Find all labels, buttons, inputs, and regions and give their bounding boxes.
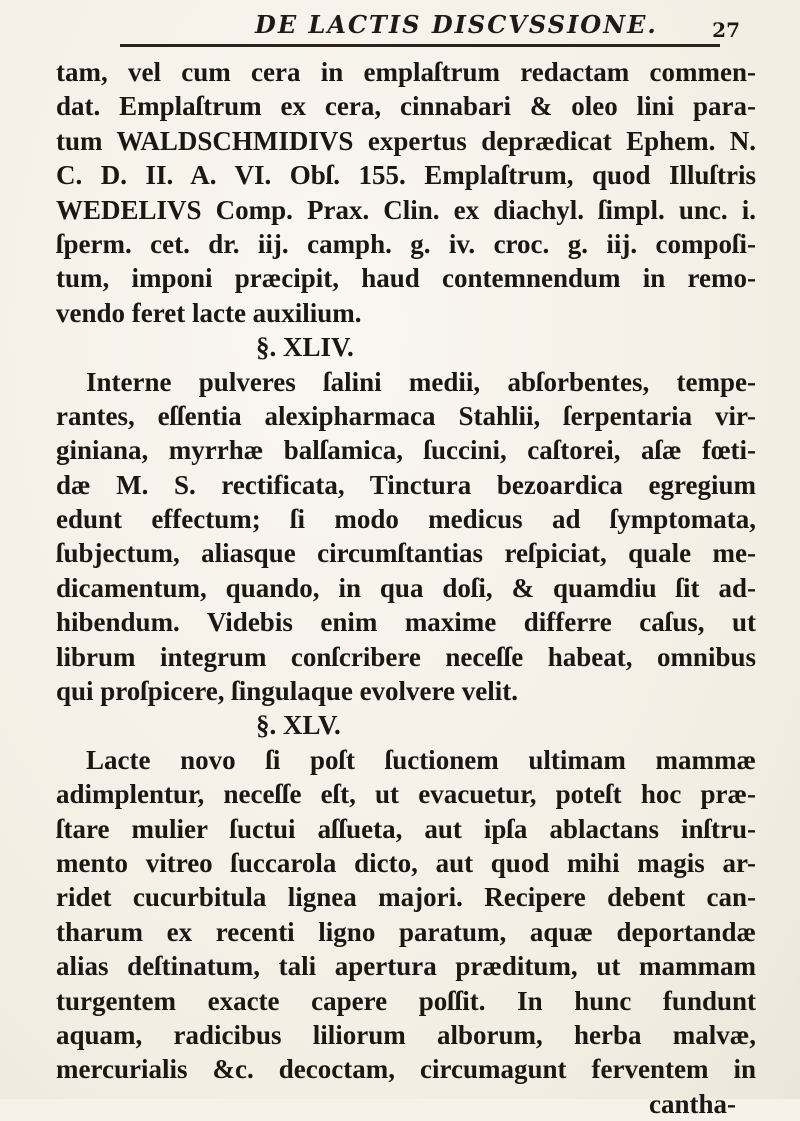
text-line: giniana, myrrhæ balſamica, ſuccini, caſtorei, aſæ fœti- (56, 435, 756, 466)
text-line: turgentem exacte capere poſſit. In hunc fundunt (56, 985, 756, 1016)
text-line: dat. Emplaſtrum ex cera, cinnabari & oleo lini para- (56, 91, 756, 122)
text-line: tam, vel cum cera in emplaſtrum redactam commen- (56, 57, 756, 87)
text-line: aquam, radicibus liliorum alborum, herba malvæ, (56, 1019, 756, 1050)
text-line: edunt effectum; ſi modo medicus ad ſymptomata, (56, 504, 756, 535)
section-heading: §. XLIV. (256, 332, 354, 363)
text-line: librum integrum conſcribere neceſſe habeat, omnibus (56, 641, 756, 672)
header-rule (120, 44, 720, 47)
page-number: 27 (712, 18, 740, 42)
catchword: cantha- (649, 1088, 736, 1119)
text-line: dicamentum, quando, in qua doſi, & quamdiu ſit ad- (56, 572, 756, 603)
text-line: Interne pulveres ſalini medii, abſorbentes, tempe- (86, 366, 756, 397)
text-line: tharum ex recenti ligno paratum, aquæ deportandæ (56, 916, 756, 947)
text-line: dæ M. S. rectificata, Tinctura bezoardica egregium (56, 469, 756, 500)
text-line: adimplentur, neceſſe eſt, ut evacuetur, poteſt hoc præ- (56, 779, 756, 810)
text-line: ſtare mulier ſuctui aſſueta, aut ipſa ablactans inſtru- (56, 813, 756, 844)
page-header (120, 6, 740, 46)
text-line: alias deſtinatum, tali apertura præditum, ut mammam (56, 951, 756, 982)
text-line: vendo feret lacte auxilium. (56, 297, 362, 328)
text-line: ſubjectum, aliasque circumſtantias reſpiciat, quale me- (56, 538, 756, 569)
text-line: mento vitreo ſuccarola dicto, aut quod mihi magis ar- (56, 847, 756, 878)
text-line: WEDELIVS Comp. Prax. Clin. ex diachyl. ſimpl. unc. i. (56, 194, 756, 225)
text-line: hibendum. Videbis enim maxime differre caſus, ut (56, 607, 756, 638)
text-line: mercurialis &c. decoctam, circumagunt ferventem in (56, 1054, 756, 1085)
section-heading: §. XLV. (256, 710, 341, 741)
text-line: C. D. II. A. VI. Obſ. 155. Emplaſtrum, quod Illuſtris (56, 160, 756, 191)
text-line: tum, imponi præcipit, haud contemnendum in remo- (56, 263, 756, 294)
text-line: tum WALDSCHMIDIVS expertus deprædicat Ephem. N. (56, 125, 756, 156)
text-line: ſperm. cet. dr. iij. camph. g. iv. croc. g. iij. compoſi- (56, 228, 756, 259)
running-head: DE LACTIS DISCVSSIONE. (255, 10, 658, 39)
text-line: ridet cucurbitula lignea majori. Recipere debent can- (56, 882, 756, 913)
text-line: qui proſpicere, ſingulaque evolvere velit. (56, 676, 518, 707)
text-line: rantes, eſſentia alexipharmaca Stahlii, ſerpentaria vir- (56, 400, 756, 431)
text-line: Lacte novo ſi poſt ſuctionem ultimam mammæ (86, 744, 756, 775)
body-text (56, 55, 756, 1121)
